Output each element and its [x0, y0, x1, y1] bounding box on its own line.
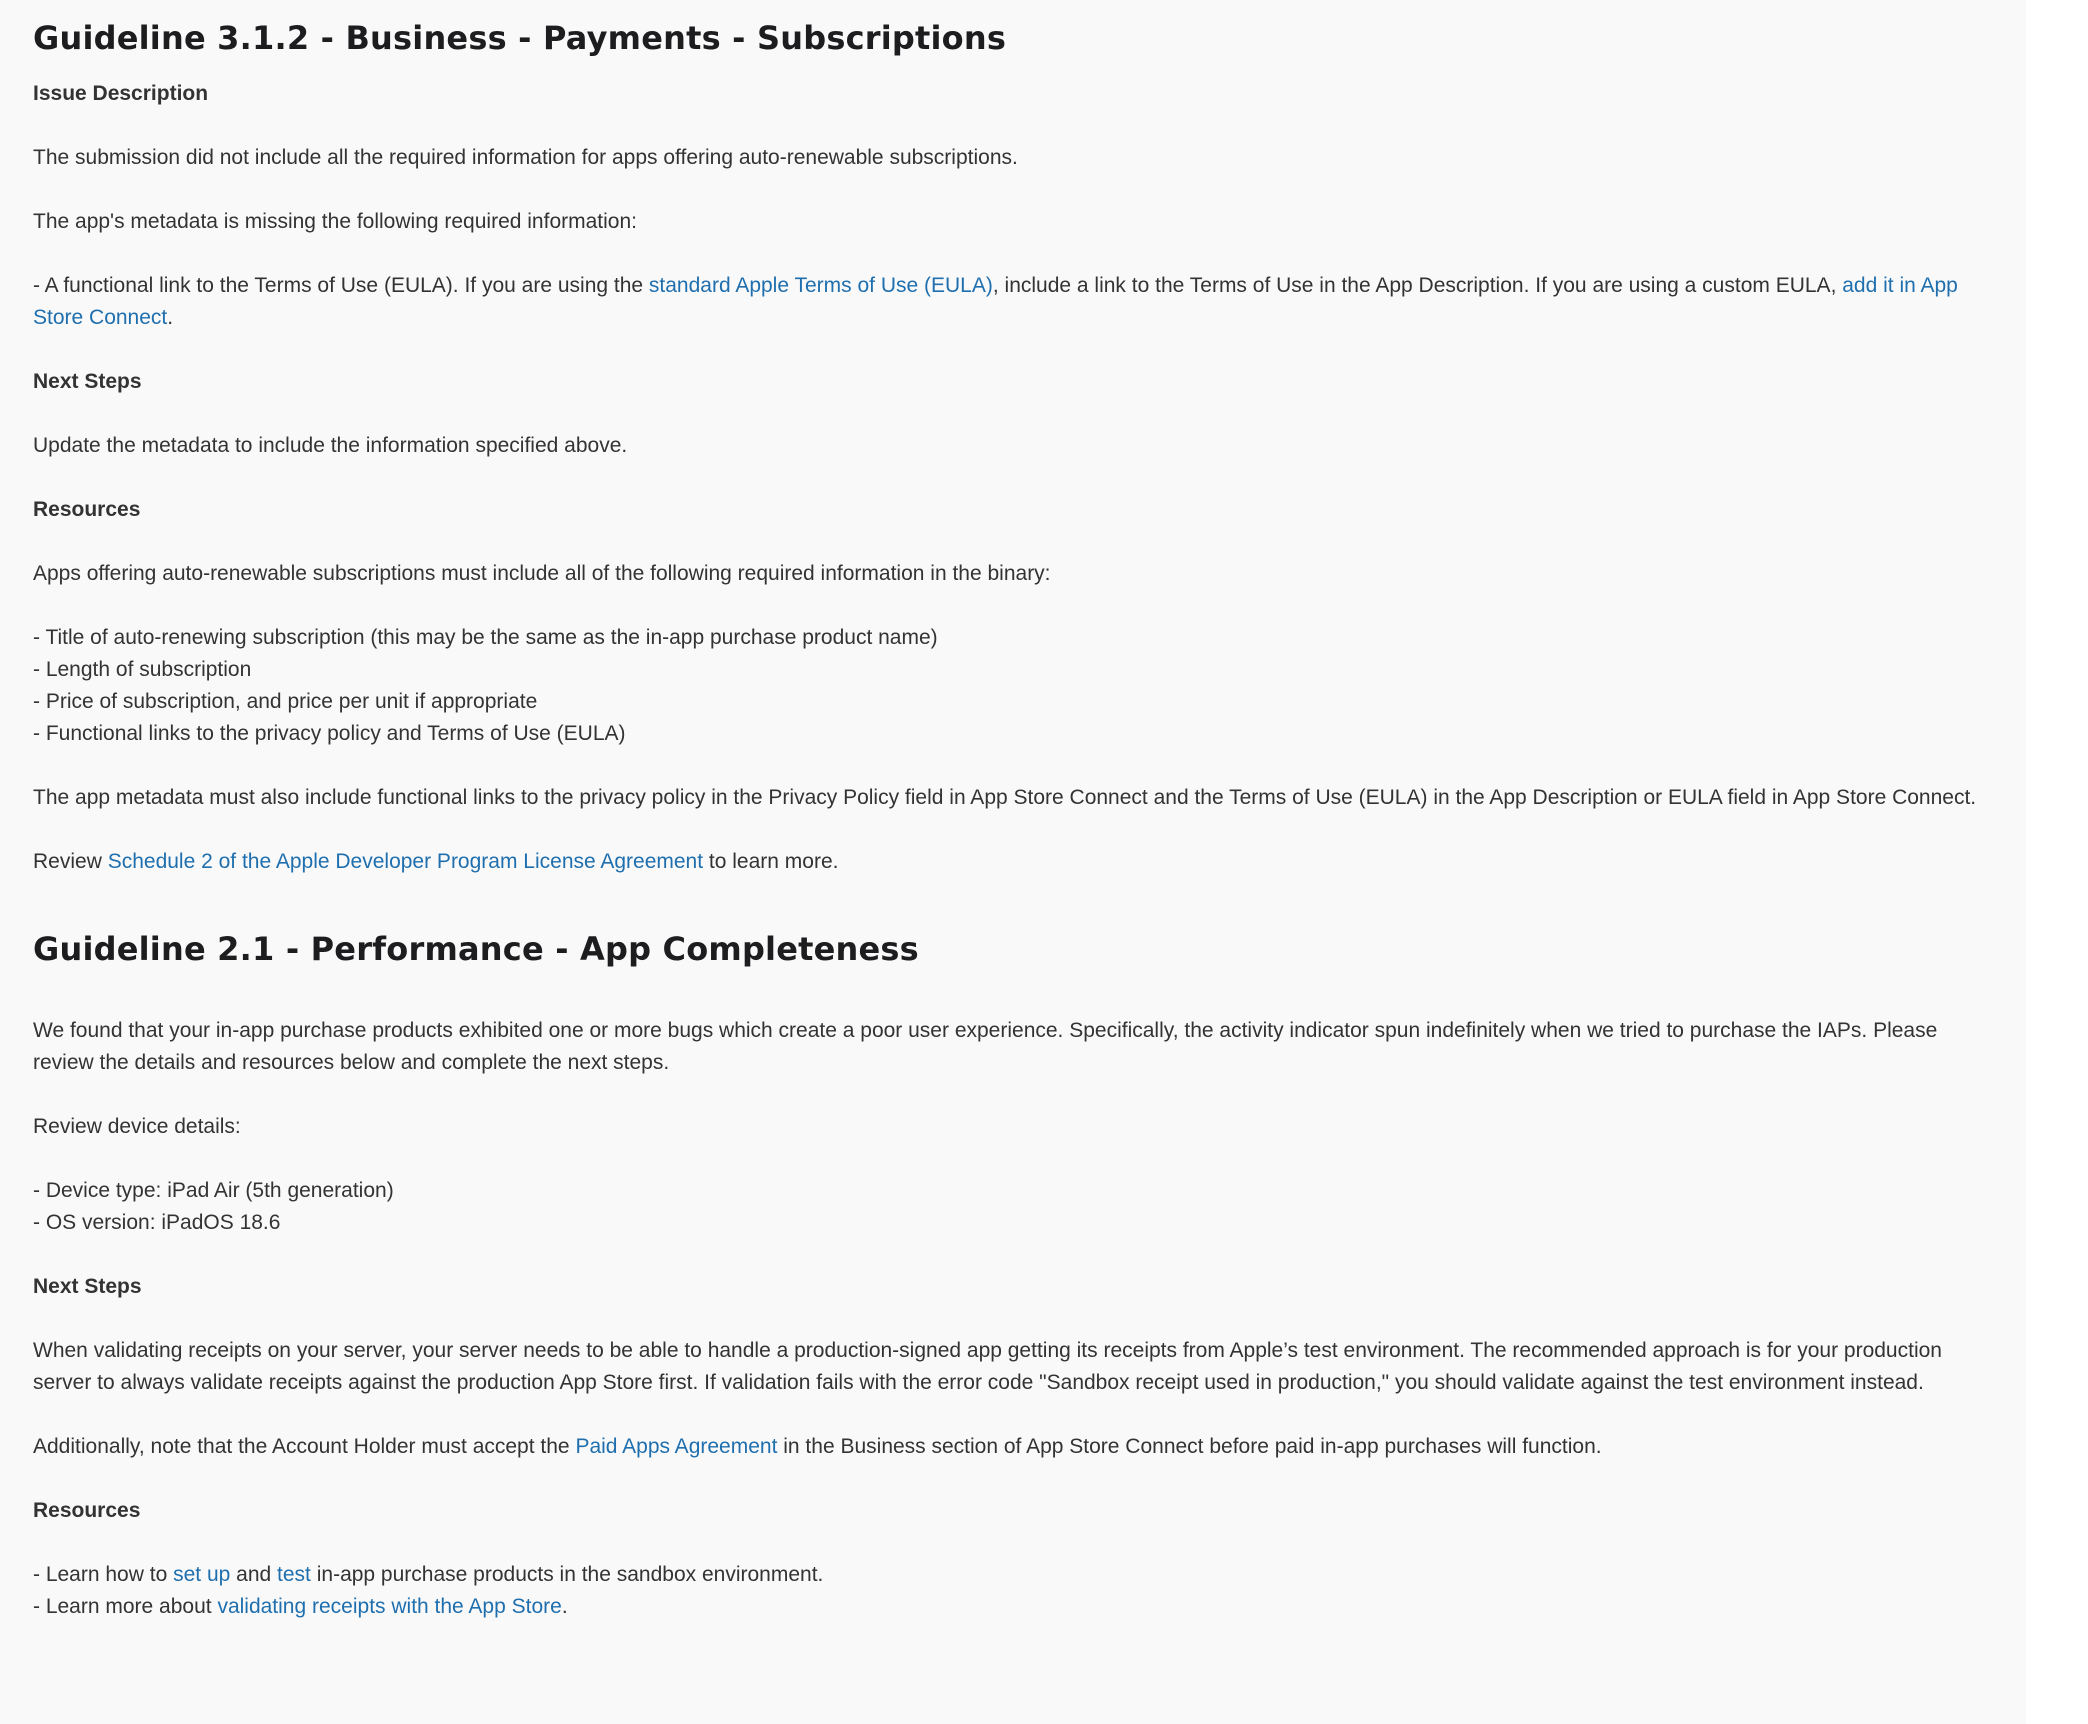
list-item: - Functional links to the privacy policy and Terms of Use (EULA) [33, 722, 626, 745]
validating-receipts-link[interactable]: validating receipts with the App Store [217, 1595, 562, 1618]
list-item: - Device type: iPad Air (5th generation) [33, 1179, 394, 1202]
license-agreement-link[interactable]: Schedule 2 of the Apple Developer Program License Agreement [107, 850, 704, 873]
issue-description-text: The submission did not include all the required information for apps offering auto-renewable subscriptions. [33, 146, 1018, 169]
resource-1-text-3: in-app purchase products in the sandbox environment. [310, 1563, 824, 1586]
resources-heading: Resources [33, 498, 141, 521]
paid-apps-line [33, 1431, 2003, 1463]
add-eula-link[interactable]: add it in App Store Connect [33, 274, 1958, 329]
metadata-note: The app metadata must also include functional links to the privacy policy in the Privacy Policy field in App Store Connect and the Terms of Use (EULA) in the App Description or EULA field in App Store Connect. [33, 786, 1977, 809]
paid-apps-text-1: Additionally, note that the Account Holder must accept the [33, 1435, 576, 1458]
list-item [33, 1559, 2003, 1591]
test-link[interactable]: test [277, 1563, 311, 1586]
next-steps-heading-2: Next Steps [33, 1275, 142, 1298]
list-item: - Title of auto-renewing subscription (this may be the same as the in-app purchase product name) [33, 626, 938, 649]
issue-description-heading: Issue Description [33, 82, 209, 105]
set-up-link[interactable]: set up [173, 1563, 231, 1586]
review-text-1: Review [33, 850, 108, 873]
performance-intro: We found that your in-app purchase products exhibited one or more bugs which create a poor user experience. Specifically, the activity indicator spun indefinitely when we tried to purchase the IAPs. Please review the details and resources below and complete the next steps. [33, 1019, 1938, 1074]
eula-requirement [33, 270, 2003, 334]
receipt-validation-text: When validating receipts on your server, your server needs to be able to handle a production-signed app getting its receipts from Apple’s test environment. The recommended approach is for your production server to always validate receipts against the production App Store first. If validation fails with the error code "Sandbox receipt used in production," you should validate against the test environment instead. [33, 1339, 1942, 1394]
guideline-2-1-title: Guideline 2.1 - Performance - App Completeness [33, 930, 919, 968]
paid-apps-text-2: in the Business section of App Store Connect before paid in-app purchases will function. [777, 1435, 1602, 1458]
list-item: - Price of subscription, and price per unit if appropriate [33, 690, 538, 713]
resource-1-text-1: - Learn how to [33, 1563, 174, 1586]
list-item: - OS version: iPadOS 18.6 [33, 1211, 281, 1234]
message-content [33, 0, 2003, 1623]
review-text-2: to learn more. [703, 850, 839, 873]
next-steps-text: Update the metadata to include the information specified above. [33, 434, 628, 457]
eula-text-3: . [167, 306, 174, 329]
eula-text-2: , include a link to the Terms of Use in the App Description. If you are using a custom EULA, [992, 274, 1843, 297]
resource-2-text-1: - Learn more about [33, 1595, 218, 1618]
next-steps-heading: Next Steps [33, 370, 142, 393]
standard-eula-link[interactable]: standard Apple Terms of Use (EULA) [648, 274, 993, 297]
guideline-3-1-2-title: Guideline 3.1.2 - Business - Payments - Subscriptions [33, 19, 1007, 57]
paid-apps-agreement-link[interactable]: Paid Apps Agreement [575, 1435, 778, 1458]
missing-info-intro: The app's metadata is missing the following required information: [33, 210, 637, 233]
resource-2-text-2: . [561, 1595, 568, 1618]
resources-heading-2: Resources [33, 1499, 141, 1522]
resources-intro: Apps offering auto-renewable subscriptions must include all of the following required information in the binary: [33, 562, 1051, 585]
device-details-heading: Review device details: [33, 1115, 241, 1138]
review-agreement-line [33, 846, 2003, 878]
list-item: - Length of subscription [33, 658, 252, 681]
resource-1-text-2: and [230, 1563, 278, 1586]
list-item [33, 1591, 2003, 1623]
eula-text-1: - A functional link to the Terms of Use (EULA). If you are using the [33, 274, 649, 297]
